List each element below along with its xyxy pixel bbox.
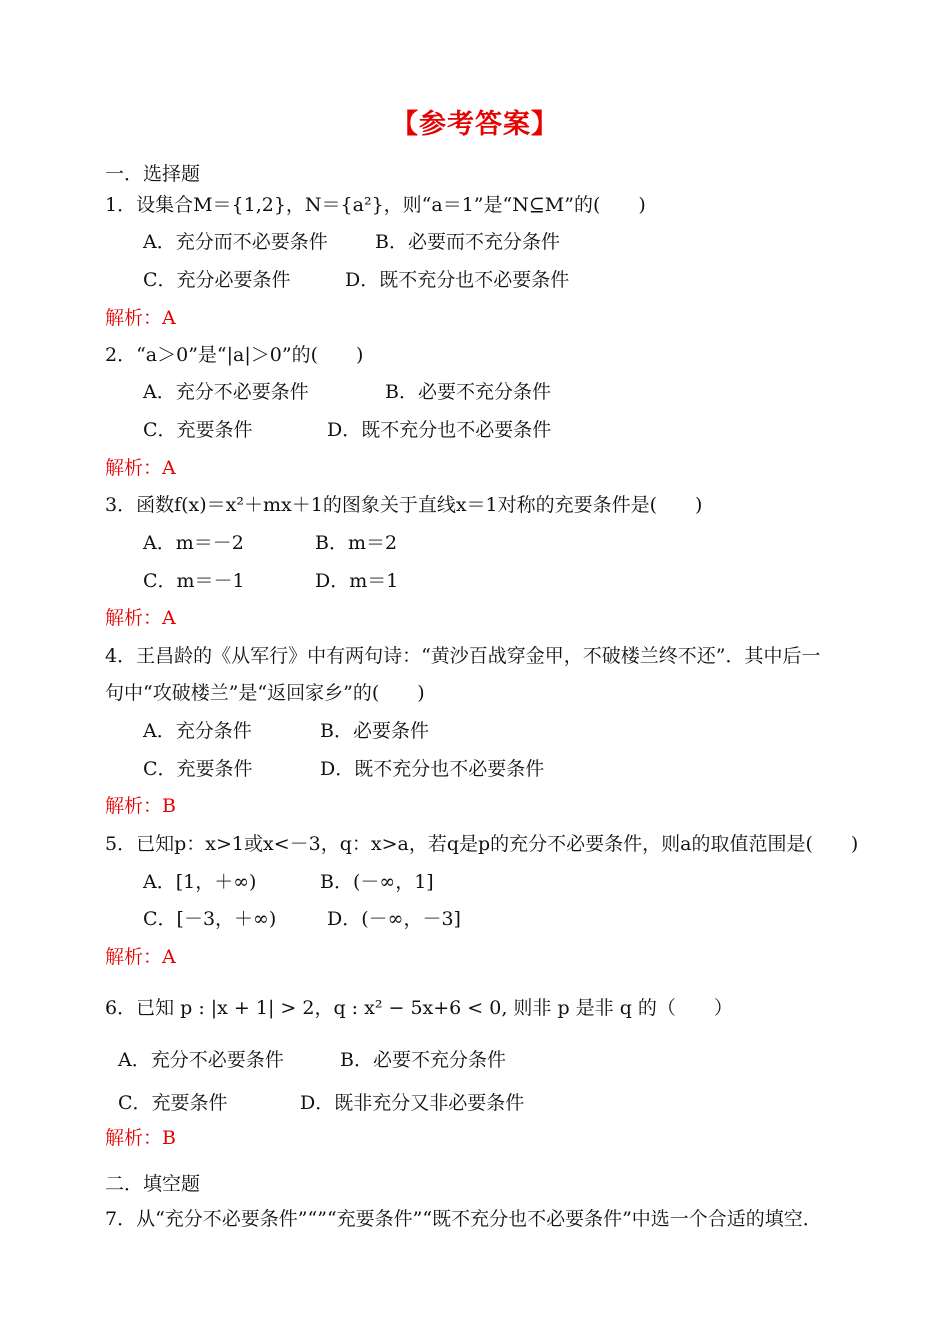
question-2-answer: 解析：A <box>105 457 176 479</box>
question-5-option-a: A．[1，＋∞) <box>143 871 257 893</box>
question-7-stem: 7．从“充分不必要条件”“”“充要条件”“既不充分也不必要条件”中选一个合适的填空． <box>105 1208 822 1230</box>
question-5-option-b: B．(－∞，1] <box>320 871 434 893</box>
question-4-option-b: B．必要条件 <box>320 720 429 742</box>
question-1-option-d: D．既不充分也不必要条件 <box>345 269 570 291</box>
question-2-option-a: A．充分不必要条件 <box>143 381 309 403</box>
section-heading-fill-in: 二．填空题 <box>105 1173 201 1195</box>
question-2-option-b: B．必要不充分条件 <box>385 381 551 403</box>
question-3-option-c: C．m＝－1 <box>143 570 245 592</box>
question-1-stem: 1．设集合M＝{1,2}，N＝{a²}，则“a＝1”是“N⊆M”的( ) <box>105 194 646 216</box>
question-5-answer: 解析：A <box>105 946 176 968</box>
section-heading-choice: 一．选择题 <box>105 163 201 185</box>
question-2-stem: 2．“a＞0”是“|a|＞0”的( ) <box>105 344 364 366</box>
question-1-option-b: B．必要而不充分条件 <box>375 231 560 253</box>
question-3-answer: 解析：A <box>105 607 176 629</box>
question-4-option-a: A．充分条件 <box>143 720 252 742</box>
question-1-option-c: C．充分必要条件 <box>143 269 291 291</box>
page-title: 【参考答案】 <box>391 109 559 140</box>
question-4-stem-line-1: 4．王昌龄的《从军行》中有两句诗：“黄沙百战穿金甲，不破楼兰终不还”．其中后一 <box>105 645 821 667</box>
question-4-option-c: C．充要条件 <box>143 758 253 780</box>
question-4-stem-line-2: 句中“攻破楼兰”是“返回家乡”的( ) <box>105 682 425 704</box>
question-2-option-c: C．充要条件 <box>143 419 253 441</box>
question-6-option-b: B．必要不充分条件 <box>340 1049 506 1071</box>
question-6-stem: 6．已知 p : |x + 1| > 2，q : x² − 5x+6 < 0, 则非 p 是非 q 的（ ） <box>105 997 733 1019</box>
question-6-option-a: A．充分不必要条件 <box>118 1049 284 1071</box>
question-3-stem: 3．函数f(x)＝x²＋mx＋1的图象关于直线x＝1对称的充要条件是( ) <box>105 494 703 516</box>
question-5-option-c: C．[－3，＋∞) <box>143 908 277 930</box>
question-2-option-d: D．既不充分也不必要条件 <box>327 419 552 441</box>
question-1-option-a: A．充分而不必要条件 <box>143 231 328 253</box>
question-5-option-d: D．(－∞，－3] <box>327 908 461 930</box>
question-3-option-b: B．m＝2 <box>315 532 398 554</box>
question-1-answer: 解析：A <box>105 307 176 329</box>
question-5-stem: 5．已知p：x>1或x<－3，q：x>a，若q是p的充分不必要条件，则a的取值范围是( ) <box>105 833 859 855</box>
question-4-answer: 解析：B <box>105 795 176 817</box>
question-6-answer: 解析：B <box>105 1127 176 1149</box>
question-6-option-c: C．充要条件 <box>118 1092 228 1114</box>
question-3-option-a: A．m＝－2 <box>143 532 244 554</box>
question-3-option-d: D．m＝1 <box>315 570 399 592</box>
question-6-option-d: D．既非充分又非必要条件 <box>300 1092 525 1114</box>
question-4-option-d: D．既不充分也不必要条件 <box>320 758 545 780</box>
